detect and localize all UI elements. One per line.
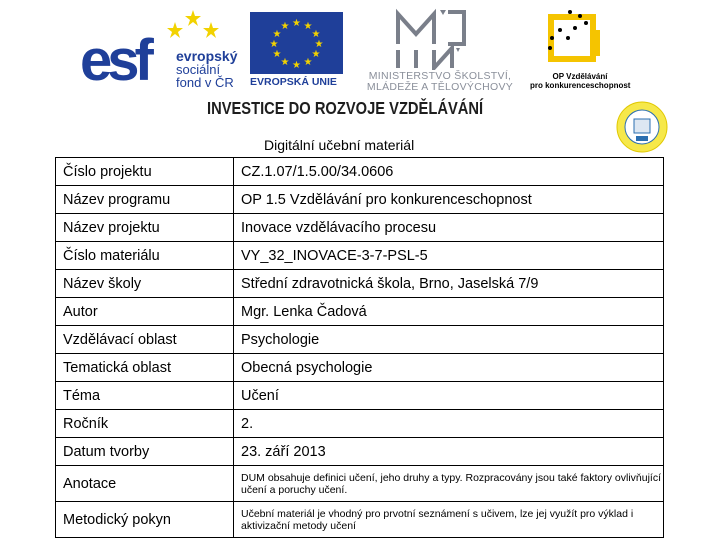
svg-text:★: ★ <box>292 60 301 71</box>
esf-line1: evropský <box>176 48 238 64</box>
digital-material-badge-icon <box>616 98 668 156</box>
msmt-line2: MLÁDEŽE A TĚLOVÝCHOVY <box>366 81 514 93</box>
subtitle: Digitální učební materiál <box>264 137 415 153</box>
op-label <box>530 72 630 90</box>
table-row <box>56 502 664 538</box>
esf-line3: fond v ČR <box>176 75 234 90</box>
row-value: 2. <box>234 410 664 438</box>
esf-line2: sociální <box>176 62 221 77</box>
table-row <box>56 186 664 214</box>
svg-text:★: ★ <box>280 21 290 32</box>
table-row <box>56 438 664 466</box>
row-label: Ročník <box>56 410 234 438</box>
svg-text:★: ★ <box>303 57 313 68</box>
op-line2: pro konkurenceschopnost <box>530 81 631 90</box>
row-label: Anotace <box>56 466 234 502</box>
row-value: Střední zdravotnická škola, Brno, Jaselská 7/9 <box>234 270 664 298</box>
svg-text:★: ★ <box>272 49 282 60</box>
row-value: DUM obsahuje definici učení, jeho druhy a typy. Rozpracovány jsou také faktory ovlivňující učení a poruchy učení. <box>234 466 664 502</box>
row-value: OP 1.5 Vzdělávání pro konkurenceschopnost <box>234 186 664 214</box>
row-value: Učení <box>234 382 664 410</box>
eu-logo <box>250 12 346 92</box>
row-value: Inovace vzdělávacího procesu <box>234 214 664 242</box>
svg-text:★: ★ <box>311 49 321 60</box>
row-label: Název školy <box>56 270 234 298</box>
table-row <box>56 354 664 382</box>
row-value: 23. září 2013 <box>234 438 664 466</box>
svg-text:★: ★ <box>292 18 301 29</box>
row-label: Metodický pokyn <box>56 502 234 538</box>
table-row <box>56 298 664 326</box>
esf-text <box>176 50 237 89</box>
svg-text:★: ★ <box>311 29 321 40</box>
svg-text:★: ★ <box>272 29 282 40</box>
op-emblem-icon <box>530 8 630 70</box>
table-row <box>56 242 664 270</box>
row-label: Název projektu <box>56 214 234 242</box>
table-row <box>56 410 664 438</box>
table-row <box>56 214 664 242</box>
row-label: Téma <box>56 382 234 410</box>
row-value: Učební materiál je vhodný pro prvotní seznámení s učivem, lze jej využít pro výklad i aktivizační metody učení <box>234 502 664 538</box>
row-value: VY_32_INOVACE-3-7-PSL-5 <box>234 242 664 270</box>
eu-label: EVROPSKÁ UNIE <box>250 76 337 88</box>
svg-text:★: ★ <box>303 21 313 32</box>
row-value: CZ.1.07/1.5.00/34.0606 <box>234 158 664 186</box>
row-label: Číslo materiálu <box>56 242 234 270</box>
msmt-emblem-icon <box>360 8 520 70</box>
table-row <box>56 326 664 354</box>
msmt-label <box>360 71 520 93</box>
op-line1: OP Vzdělávání <box>552 72 608 81</box>
row-label: Autor <box>56 298 234 326</box>
eu-flag-icon <box>250 12 343 74</box>
row-label: Tematická oblast <box>56 354 234 382</box>
op-logo <box>530 8 630 94</box>
table-row <box>56 270 664 298</box>
project-info-table <box>55 157 664 538</box>
esf-stars-icon <box>165 8 225 53</box>
row-value: Mgr. Lenka Čadová <box>234 298 664 326</box>
msmt-line1: MINISTERSTVO ŠKOLSTVÍ, <box>368 70 512 82</box>
banner-title: INVESTICE DO ROZVOJE VZDĚLÁVÁNÍ <box>207 98 484 118</box>
svg-text:★: ★ <box>269 39 279 50</box>
row-label: Vzdělávací oblast <box>56 326 234 354</box>
row-label: Datum tvorby <box>56 438 234 466</box>
row-label: Číslo projektu <box>56 158 234 186</box>
row-value: Obecná psychologie <box>234 354 664 382</box>
row-label: Název programu <box>56 186 234 214</box>
esf-wordmark: esf <box>80 28 149 93</box>
table-row <box>56 466 664 502</box>
svg-text:★: ★ <box>314 39 324 50</box>
row-value: Psychologie <box>234 326 664 354</box>
table-row <box>56 158 664 186</box>
svg-text:★: ★ <box>280 57 290 68</box>
esf-logo <box>80 8 250 93</box>
msmt-logo <box>360 8 520 94</box>
table-row <box>56 382 664 410</box>
